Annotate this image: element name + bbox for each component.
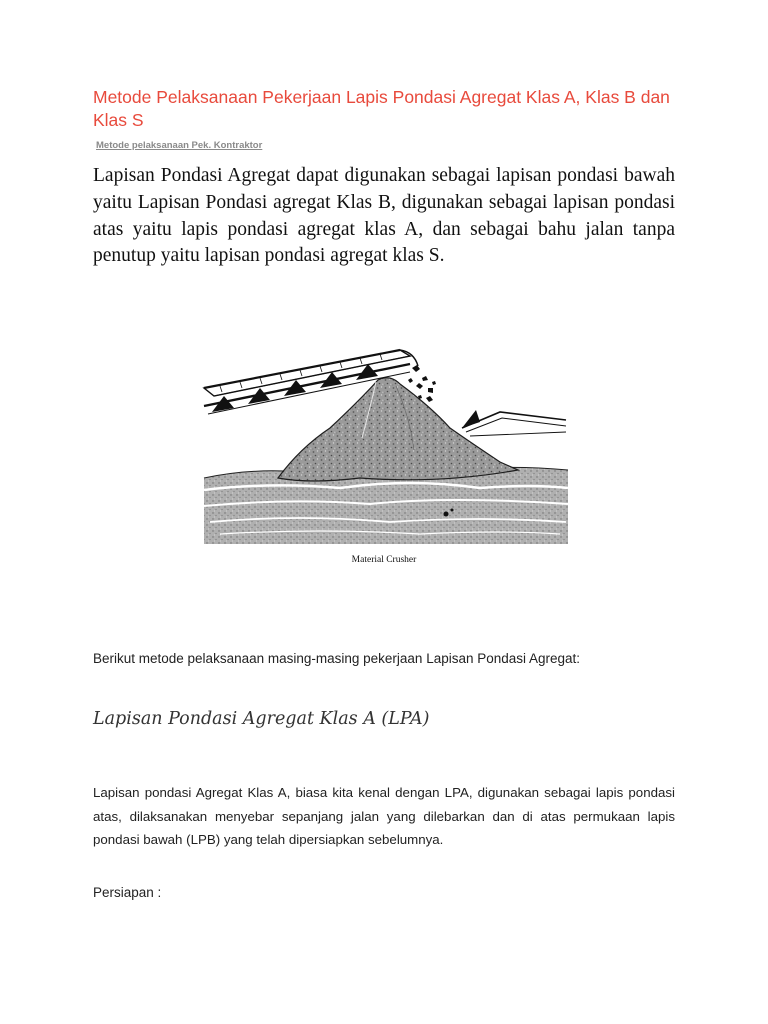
lead-paragraph: Berikut metode pelaksanaan masing-masing pekerjaan Lapisan Pondasi Agregat: — [93, 651, 581, 666]
section-heading: Lapisan Pondasi Agregat Klas A (LPA) — [93, 709, 430, 729]
byline-link[interactable]: Metode pelaksanaan Pek. Kontraktor — [96, 140, 263, 151]
figure-caption: Material Crusher — [351, 555, 417, 565]
subheading-persiapan: Persiapan : — [93, 885, 162, 900]
right-conveyor-belt — [462, 410, 566, 436]
material-crusher-illustration — [200, 338, 572, 544]
section-paragraph: Lapisan pondasi Agregat Klas A, biasa kita kenal dengan LPA, digunakan sebagai lapis pondasi atas, dilaksanakan menyebar sepanjang jalan yang dilebarkan dan di atas permukaan lapis pondasi bawah (LPB) yang telah dipersiapkan sebelumnya. — [93, 785, 675, 847]
article-title: Metode Pelaksanaan Pekerjaan Lapis Pondasi Agregat Klas A, Klas B dan Klas S — [93, 87, 670, 130]
intro-paragraph: Lapisan Pondasi Agregat dapat digunakan sebagai lapisan pondasi bawah yaitu Lapisan Pondasi agregat Klas B, digunakan sebagai lapisan pondasi atas yaitu lapis pondasi agregat klas A, dan sebagai bahu jalan tanpa penutup yaitu lapisan pondasi agregat klas S. — [93, 165, 675, 267]
